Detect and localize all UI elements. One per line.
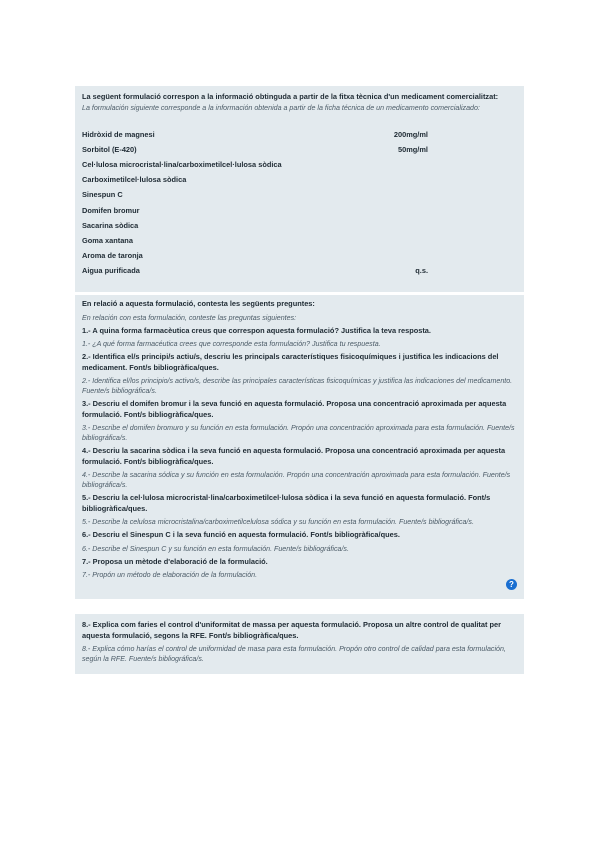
ingredient-amount: 200mg/ml bbox=[393, 129, 428, 139]
ingredient-name: Hidròxid de magnesi bbox=[82, 129, 155, 139]
ingredient-name: Aigua purificada bbox=[82, 266, 140, 276]
formulation-block bbox=[75, 86, 524, 292]
ingredient-row bbox=[82, 127, 517, 142]
ingredient-name: Aroma de taronja bbox=[82, 251, 143, 261]
ingredient-name: Goma xantana bbox=[82, 235, 133, 245]
ingredient-name: Sinespun C bbox=[82, 190, 123, 200]
ingredient-row bbox=[82, 157, 517, 172]
question-8-es: 8.- Explica cómo harías el control de uniformidad de masa para esta formulación. Propón otro control de calidad para esta formulación, según la RFE. Fuente/s bibliográfica/s. bbox=[82, 645, 506, 663]
ingredient-name: Carboximetilcel·lulosa sòdica bbox=[82, 175, 187, 185]
question-6-es: 6.- Describe el Sinespun C y su función en esta formulación. Fuente/s bibliográfica/s. bbox=[82, 544, 349, 553]
question-7-es: 7.- Propón un método de elaboración de la formulación. bbox=[82, 571, 258, 579]
ingredient-name: Sacarina sòdica bbox=[82, 220, 139, 230]
question-8-ca: 8.- Explica com faries el control d'uniformitat de massa per aquesta formulació. Proposa un altre control de qualitat per aquesta formulació, segons la RFE. Font/s bibliogràfica/ques. bbox=[82, 620, 502, 640]
question-6-ca: 6.- Descriu el Sinespun C i la seva funció en aquesta formulació. Font/s bibliogràfica/ques. bbox=[82, 530, 400, 539]
question-4-es: 4.- Describe la sacarina sódica y su función en esta formulación. Propón una concentración aproximada para esta formulación. Fuente/s bibliográfica/s. bbox=[82, 471, 511, 489]
ingredient-row bbox=[82, 187, 517, 202]
ingredient-list bbox=[82, 127, 517, 279]
question-3-ca: 3.- Descriu el domifen bromur i la seva funció en aquesta formulació. Proposa una concentració aproximada per aquesta formulació. Font/s bibliogràfica/ques. bbox=[82, 399, 507, 419]
question-7-ca: 7.- Proposa un mètode d'elaboració de la formulació. bbox=[82, 556, 268, 566]
question-8-block bbox=[75, 614, 524, 674]
question-2-ca: 2.- Identifica el/s principi/s actiu/s, descriu les principals característiques fisicoquímiques i justifica les indicacions del medicament. Font/s bibliogràfica/ques. bbox=[82, 352, 499, 372]
question-5-es: 5.- Describe la celulosa microcristalina/carboximetilcelulosa sódica y su función en esta formulación. Fuente/s bibliográfica/s. bbox=[82, 518, 474, 526]
ingredient-name: Cel·lulosa microcristal·lina/carboximetilcel·lulosa sòdica bbox=[82, 159, 282, 169]
intro-heading-ca: La següent formulació correspon a la informació obtinguda a partir de la fitxa tècnica d'un medicament comercialitzat: bbox=[82, 92, 499, 101]
ingredient-row bbox=[82, 248, 517, 263]
question-1-ca: 1.- A quina forma farmacèutica creus que correspon aquesta formulació? Justifica la teva resposta. bbox=[82, 325, 431, 335]
ingredient-name: Sorbitol (E-420) bbox=[82, 144, 137, 154]
ingredient-row bbox=[82, 218, 517, 233]
ingredient-amount: 50mg/ml bbox=[398, 144, 428, 154]
questions-heading-ca: En relació a aquesta formulació, contesta les següents preguntes: bbox=[82, 299, 315, 308]
questions-heading-es: En relación con esta formulación, conteste las preguntas siguientes: bbox=[82, 313, 297, 322]
ingredient-row bbox=[82, 142, 517, 157]
question-3-es: 3.- Describe el domifen bromuro y su función en esta formulación. Propón una concentración aproximada para esta formulación. Fuente/s bibliográfica/s. bbox=[82, 424, 515, 442]
help-icon[interactable]: ? bbox=[506, 579, 517, 590]
ingredient-name: Domifen bromur bbox=[82, 205, 140, 215]
ingredient-row bbox=[82, 263, 517, 278]
question-2-es: 2.- Identifica el/los principio/s activo/s, describe las principales características fisicoquímicas y justifica las indicaciones del medicamento. Fuente/s bibliográfica/s. bbox=[82, 377, 513, 395]
question-5-ca: 5.- Descriu la cel·lulosa microcristal·lina/carboximetilcel·lulosa sòdica i la seva funció en aquesta formulació. Font/s bibliogràfica/ques. bbox=[82, 493, 491, 513]
ingredient-row bbox=[82, 172, 517, 187]
questions-block bbox=[75, 295, 524, 599]
ingredient-row bbox=[82, 233, 517, 248]
question-1-es: 1.- ¿A qué forma farmacéutica crees que corresponde esta formulación? Justifica tu respuesta. bbox=[82, 340, 381, 348]
intro-heading-es: La formulación siguiente corresponde a la información obtenida a partir de la ficha técnica de un medicamento comercializado: bbox=[82, 103, 480, 112]
ingredient-amount: q.s. bbox=[415, 266, 428, 276]
ingredient-row bbox=[82, 202, 517, 217]
question-4-ca: 4.- Descriu la sacarina sòdica i la seva funció en aquesta formulació. Proposa una concentració aproximada per aquesta formulació. Font/s bibliogràfica/ques. bbox=[82, 446, 506, 466]
